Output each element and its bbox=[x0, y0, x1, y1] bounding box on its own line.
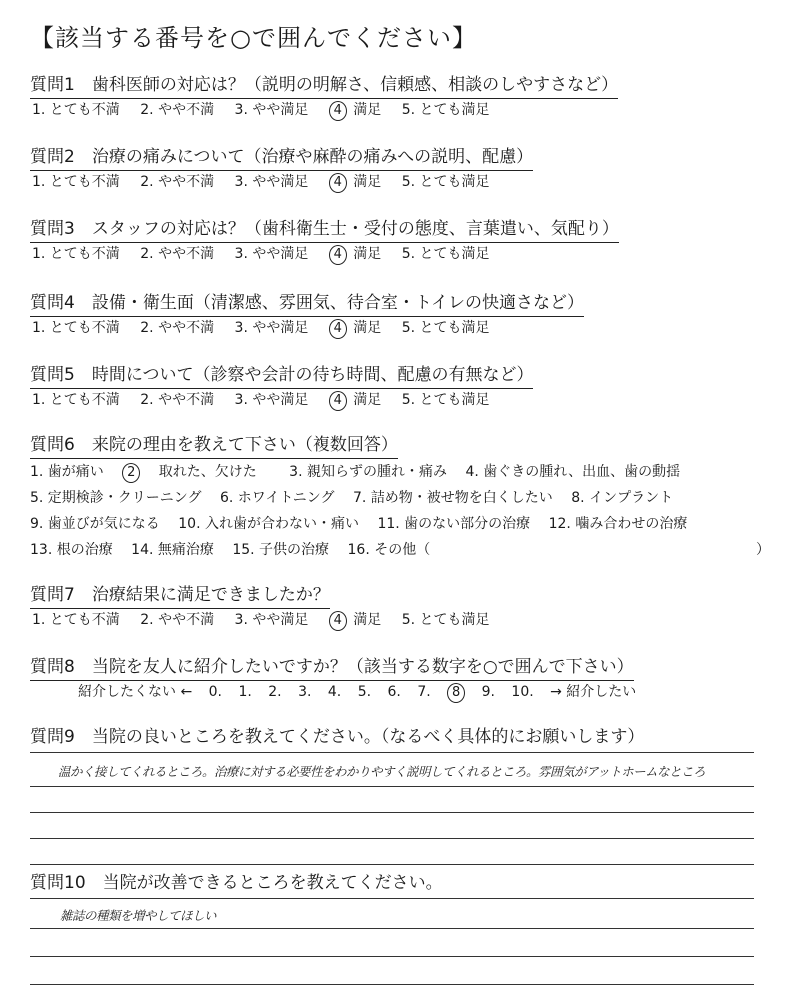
answer-line bbox=[30, 956, 754, 957]
circle-mark: 4 bbox=[329, 173, 347, 193]
question-5-options bbox=[32, 390, 506, 411]
question-8-title: 質問8 当院を友人に紹介したいですか？（該当する数字を○で囲んで下さい） bbox=[30, 656, 634, 681]
scale-8-selected[interactable]: 8 bbox=[447, 683, 465, 703]
question-4-options bbox=[32, 318, 506, 339]
answer-line bbox=[30, 984, 754, 985]
circle-mark: 4 bbox=[329, 391, 347, 411]
answer-line bbox=[30, 928, 754, 929]
question-1-options bbox=[32, 100, 506, 121]
reason-15[interactable]: 15. 子供の治療 bbox=[232, 542, 330, 558]
option-5[interactable]: 5. とても満足 bbox=[401, 612, 490, 628]
scale-7[interactable]: 7. bbox=[417, 684, 431, 700]
reason-5[interactable]: 5. 定期検診・クリーニング bbox=[30, 490, 202, 506]
option-3[interactable]: 3. やや満足 bbox=[234, 102, 309, 118]
scale-5[interactable]: 5. bbox=[357, 684, 372, 700]
circle-mark: 4 bbox=[329, 611, 347, 631]
reason-13[interactable]: 13. 根の治療 bbox=[30, 542, 113, 558]
question-3-options bbox=[32, 244, 506, 265]
scale-1[interactable]: 1. bbox=[238, 684, 252, 700]
option-2[interactable]: 2. やや不満 bbox=[140, 246, 215, 262]
scale-9[interactable]: 9. bbox=[481, 684, 495, 700]
option-2[interactable]: 2. やや不満 bbox=[140, 612, 215, 628]
option-5[interactable]: 5. とても満足 bbox=[401, 320, 490, 336]
circle-mark: 4 bbox=[329, 319, 347, 339]
reason-4[interactable]: 4. 歯ぐきの腫れ、出血、歯の動揺 bbox=[465, 464, 681, 480]
option-5[interactable]: 5. とても満足 bbox=[401, 392, 490, 408]
question-10-answer[interactable]: 雑誌の種類を増やしてほしい bbox=[60, 908, 217, 923]
question-7-options bbox=[32, 610, 506, 631]
answer-line bbox=[30, 898, 754, 899]
question-6-row-2 bbox=[30, 488, 687, 508]
option-4-selected[interactable]: 4 満足 bbox=[329, 244, 381, 265]
reason-3[interactable]: 3. 親知らずの腫れ・痛み bbox=[289, 464, 447, 480]
circle-mark: 4 bbox=[329, 101, 347, 121]
option-3[interactable]: 3. やや満足 bbox=[234, 174, 309, 190]
question-6-row-1 bbox=[30, 462, 694, 483]
scale-3[interactable]: 3. bbox=[298, 684, 312, 700]
reason-16-other[interactable]: 16. その他（ bbox=[347, 542, 431, 558]
option-1[interactable]: 1. とても不満 bbox=[32, 320, 120, 336]
scale-6[interactable]: 6. bbox=[387, 684, 401, 700]
circle-mark: 4 bbox=[329, 245, 347, 265]
scale-2[interactable]: 2. bbox=[268, 684, 282, 700]
answer-line bbox=[30, 864, 754, 865]
scale-right-label: → 紹介したい bbox=[550, 684, 637, 700]
option-4-selected[interactable]: 4 満足 bbox=[329, 390, 381, 411]
option-2[interactable]: 2. やや不満 bbox=[140, 392, 215, 408]
option-3[interactable]: 3. やや満足 bbox=[234, 320, 309, 336]
question-2-options bbox=[32, 172, 506, 193]
option-4-selected[interactable]: 4 満足 bbox=[329, 318, 381, 339]
option-3[interactable]: 3. やや満足 bbox=[234, 612, 309, 628]
question-10-title: 質問10 当院が改善できるところを教えてください。 bbox=[30, 873, 443, 893]
reason-10[interactable]: 10. 入れ歯が合わない・痛い bbox=[178, 516, 359, 532]
option-4-selected[interactable]: 4 満足 bbox=[329, 610, 381, 631]
option-1[interactable]: 1. とても不満 bbox=[32, 392, 120, 408]
reason-8[interactable]: 8. インプラント bbox=[571, 490, 674, 506]
answer-line bbox=[30, 838, 754, 839]
question-7-title: 質問7 治療結果に満足できましたか？ bbox=[30, 584, 330, 609]
reason-1[interactable]: 1. 歯が痛い bbox=[30, 464, 104, 480]
question-1-title: 質問1 歯科医師の対応は？（説明の明解さ、信頼感、相談のしやすさなど） bbox=[30, 74, 618, 99]
question-8-scale bbox=[78, 682, 648, 703]
circle-mark: 2 bbox=[122, 463, 140, 483]
reason-12[interactable]: 12. 噛み合わせの治療 bbox=[548, 516, 688, 532]
option-2[interactable]: 2. やや不満 bbox=[140, 102, 215, 118]
option-2[interactable]: 2. やや不満 bbox=[140, 320, 215, 336]
option-5[interactable]: 5. とても満足 bbox=[401, 246, 490, 262]
option-1[interactable]: 1. とても不満 bbox=[32, 246, 120, 262]
option-3[interactable]: 3. やや満足 bbox=[234, 392, 309, 408]
question-3-title: 質問3 スタッフの対応は？（歯科衛生士・受付の態度、言葉遣い、気配り） bbox=[30, 218, 619, 243]
option-5[interactable]: 5. とても満足 bbox=[401, 102, 490, 118]
option-1[interactable]: 1. とても不満 bbox=[32, 612, 120, 628]
option-2[interactable]: 2. やや不満 bbox=[140, 174, 215, 190]
reason-9[interactable]: 9. 歯並びが気になる bbox=[30, 516, 160, 532]
question-9-title: 質問9 当院の良いところを教えてください。（なるべく具体的にお願いします） bbox=[30, 727, 645, 747]
question-6-row-4 bbox=[30, 540, 770, 560]
answer-line bbox=[30, 786, 754, 787]
scale-10[interactable]: 10. bbox=[511, 684, 534, 700]
option-5[interactable]: 5. とても満足 bbox=[401, 174, 490, 190]
answer-line bbox=[30, 812, 754, 813]
question-9-answer[interactable]: 温かく接してくれるところ。治療に対する必要性をわかりやすく説明してくれるところ。雰囲気がアットホームなところ bbox=[58, 764, 706, 779]
question-6-row-3 bbox=[30, 514, 701, 534]
other-paren-close: ） bbox=[756, 542, 770, 558]
scale-left-label: 紹介したくない ← bbox=[78, 684, 193, 700]
reason-2-selected[interactable]: 2 取れた、欠けた bbox=[122, 462, 270, 483]
option-1[interactable]: 1. とても不満 bbox=[32, 102, 120, 118]
question-6-title: 質問6 来院の理由を教えて下さい（複数回答） bbox=[30, 434, 398, 459]
option-3[interactable]: 3. やや満足 bbox=[234, 246, 309, 262]
option-1[interactable]: 1. とても不満 bbox=[32, 174, 120, 190]
option-4-selected[interactable]: 4 満足 bbox=[329, 172, 381, 193]
reason-11[interactable]: 11. 歯のない部分の治療 bbox=[377, 516, 531, 532]
question-4-title: 質問4 設備・衛生面（清潔感、雰囲気、待合室・トイレの快適さなど） bbox=[30, 292, 584, 317]
question-5-title: 質問5 時間について（診察や会計の待ち時間、配慮の有無など） bbox=[30, 364, 533, 389]
scale-0[interactable]: 0. bbox=[208, 684, 222, 700]
question-2-title: 質問2 治療の痛みについて（治療や麻酔の痛みへの説明、配慮） bbox=[30, 146, 533, 171]
form-header: 【該当する番号を○で囲んでください】 bbox=[30, 24, 477, 52]
option-4-selected[interactable]: 4 満足 bbox=[329, 100, 381, 121]
reason-14[interactable]: 14. 無痛治療 bbox=[131, 542, 214, 558]
answer-line bbox=[30, 752, 754, 753]
reason-6[interactable]: 6. ホワイトニング bbox=[219, 490, 335, 506]
reason-7[interactable]: 7. 詰め物・被せ物を白くしたい bbox=[353, 490, 553, 506]
scale-4[interactable]: 4. bbox=[327, 684, 342, 700]
